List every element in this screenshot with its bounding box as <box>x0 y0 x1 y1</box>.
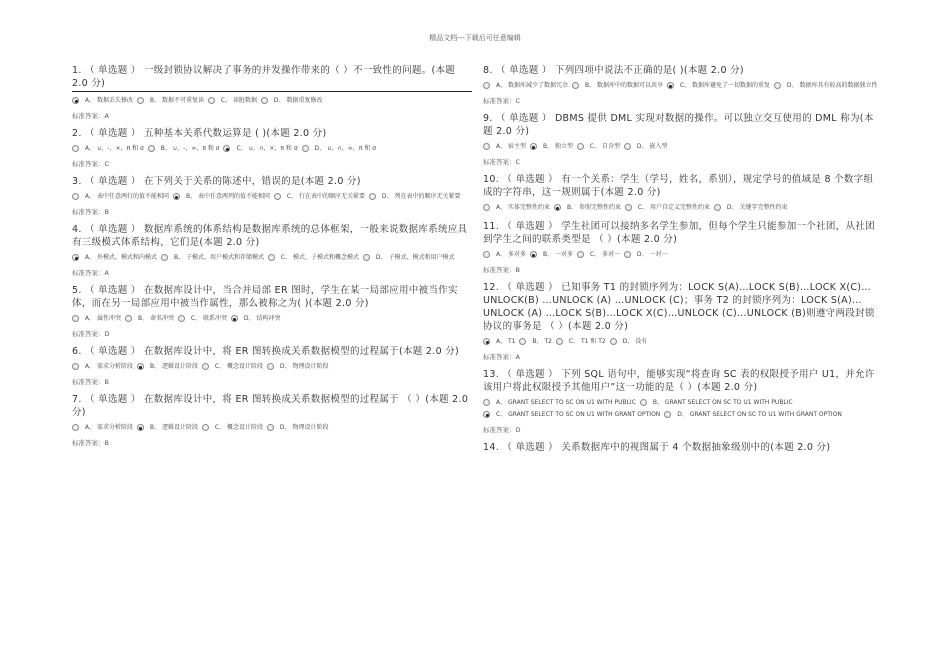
option-item[interactable] <box>483 409 660 421</box>
option-label: B、 GRANT SELECT ON SC TO U1 WITH PUBLIC <box>652 399 793 406</box>
option-item[interactable] <box>72 191 169 203</box>
option-item[interactable] <box>161 252 264 264</box>
radio-button-icon[interactable] <box>640 399 647 406</box>
question-item <box>483 173 883 214</box>
option-label: C、 数据库避免了一切数据的重复 <box>679 82 770 89</box>
option-label: A、 GRANT SELECT TO SC ON U1 WITH PUBLIC <box>496 399 636 406</box>
question-title: 8. （ 单选题 ） 下列四项中说法不正确的是( )(本题 2.0 分) <box>483 65 744 76</box>
radio-button-icon[interactable] <box>148 145 155 152</box>
option-item[interactable] <box>223 143 297 155</box>
option-label: B、 数据不可重复读 <box>149 97 204 104</box>
option-label: B、 表中任意两列的值不能相同 <box>185 193 270 200</box>
question-title: 4. （ 单选题 ） 数据库系统的体系结构是数据库系统的总体框架，一般来说数据库系统应具有三级模式体系结构，它们是(本题 2.0 分) <box>72 224 468 248</box>
option-label: D、 数据重复修改 <box>273 97 323 104</box>
option-item[interactable] <box>137 361 198 373</box>
option-item[interactable] <box>72 361 133 373</box>
option-item[interactable] <box>554 202 621 214</box>
standard-answer: 标准答案：A <box>483 353 520 361</box>
standard-answer: 标准答案：A <box>72 112 109 120</box>
question-item <box>72 223 472 278</box>
radio-button-icon[interactable] <box>483 204 490 211</box>
option-label: B、 子模式、用户模式和存储模式 <box>173 254 264 261</box>
radio-button-icon[interactable] <box>664 411 671 418</box>
radio-button-icon[interactable] <box>483 399 490 406</box>
standard-answer: 标准答案：C <box>483 158 521 166</box>
radio-button-icon[interactable] <box>577 143 584 150</box>
radio-button-icon[interactable] <box>231 315 238 322</box>
question-title: 3. （ 单选题 ） 在下列关于关系的陈述中，错误的是(本题 2.0 分) <box>72 176 361 187</box>
option-item[interactable] <box>483 397 636 409</box>
option-item[interactable] <box>137 95 204 107</box>
divider <box>72 91 472 92</box>
option-item[interactable] <box>483 336 516 348</box>
option-label: C、 模式、子模式和概念模式 <box>280 254 359 261</box>
question-title: 5. （ 单选题 ） 在数据库设计中，当合并局部 ER 图时，学生在某一局部应用中被当作实体，而在另一局部应用中被当作属性，那么被称之为( )(本题 2.0 分) <box>72 285 458 309</box>
radio-button-icon[interactable] <box>363 254 370 261</box>
radio-button-icon[interactable] <box>625 204 632 211</box>
radio-button-icon[interactable] <box>274 193 281 200</box>
radio-button-icon[interactable] <box>369 193 376 200</box>
option-item[interactable] <box>268 252 359 264</box>
radio-button-icon[interactable] <box>137 424 144 431</box>
radio-button-icon[interactable] <box>667 82 674 89</box>
option-label: A、 需求分析阶段 <box>85 424 134 431</box>
left-column <box>72 64 472 454</box>
option-list <box>72 143 472 155</box>
radio-button-icon[interactable] <box>610 338 617 345</box>
option-list <box>72 313 472 325</box>
option-label: A、 实体完整性约束 <box>496 204 551 211</box>
option-label: B、 T2 <box>532 338 552 345</box>
standard-answer: 标准答案：B <box>483 266 520 274</box>
radio-button-icon[interactable] <box>774 82 781 89</box>
question-title: 13. （ 单选题 ） 下列 SQL 语句中，能够实现“将查询 SC 表的权限授予用户 U1，并允许该用户将此权限授予其他用户”这一功能的是（ ）(本题 2.0 分) <box>483 369 875 393</box>
question-item <box>483 441 883 454</box>
option-label: A、 属性冲突 <box>85 315 122 322</box>
question-item <box>483 281 883 362</box>
option-item[interactable] <box>556 336 606 348</box>
option-item[interactable] <box>664 409 842 421</box>
radio-button-icon[interactable] <box>223 145 230 152</box>
option-label: D、 列在表中的顺序无关紧要 <box>381 193 461 200</box>
radio-button-icon[interactable] <box>125 315 132 322</box>
radio-button-icon[interactable] <box>261 97 268 104</box>
option-item[interactable] <box>774 80 878 92</box>
right-column <box>483 64 883 460</box>
option-label: D、 数据库具有较高的数据独立性 <box>786 82 878 89</box>
question-title: 7. （ 单选题 ） 在数据库设计中，将 ER 图转换成关系数据模型的过程属于 （ ）(本题 2.0 分) <box>72 394 469 418</box>
option-item[interactable] <box>72 252 157 264</box>
option-label: D、 没有 <box>622 338 648 345</box>
option-label: D、 物理设计阶段 <box>279 363 329 370</box>
standard-answer: 标准答案：B <box>72 439 109 447</box>
question-title: 12. （ 单选题 ） 已知事务 T1 的封锁序列为：LOCK S(A)…LOCK S(B)…LOCK X(C)…UNLOCK(B) …UNLOCK (A) …UNLOCK (C)；事务 T2 的封锁序列为：LOCK S(A)…UNLOCK (A) …LOCK S(B)…LOCK X(C)…UNLOCK (C)…UNLOCK (B)则遵守两段封锁协议的事务是 （ ）(本题 2.0 分) <box>483 282 875 332</box>
question-item <box>72 175 472 217</box>
option-label: D、 嵌入型 <box>636 143 668 150</box>
radio-button-icon[interactable] <box>577 251 584 258</box>
option-item[interactable] <box>483 141 526 153</box>
radio-button-icon[interactable] <box>530 251 537 258</box>
radio-button-icon[interactable] <box>624 143 631 150</box>
option-list <box>483 202 883 214</box>
option-label: C、 ∪，∩，×，π 和 σ <box>236 145 298 152</box>
option-item[interactable] <box>577 249 620 261</box>
option-list <box>72 191 472 203</box>
option-label: C、 T1 和 T2 <box>568 338 606 345</box>
radio-button-icon[interactable] <box>483 143 490 150</box>
option-item[interactable] <box>530 141 573 153</box>
question-item <box>483 112 883 167</box>
radio-button-icon[interactable] <box>519 338 526 345</box>
option-item[interactable] <box>72 143 144 155</box>
option-item[interactable] <box>572 80 663 92</box>
question-item <box>483 220 883 275</box>
radio-button-icon[interactable] <box>483 338 490 345</box>
option-list <box>72 252 472 264</box>
option-label: C、 概念设计阶段 <box>214 424 263 431</box>
option-item[interactable] <box>148 143 220 155</box>
option-item[interactable] <box>137 422 198 434</box>
radio-button-icon[interactable] <box>72 97 79 104</box>
option-list <box>483 80 883 92</box>
option-item[interactable] <box>483 249 526 261</box>
option-item[interactable] <box>302 143 377 155</box>
radio-button-icon[interactable] <box>268 254 275 261</box>
option-label: A、 需求分析阶段 <box>85 363 134 370</box>
radio-button-icon[interactable] <box>202 424 209 431</box>
radio-button-icon[interactable] <box>72 254 79 261</box>
option-item[interactable] <box>267 361 329 373</box>
option-label: A、 外模式、模式和内模式 <box>85 254 158 261</box>
option-label: A、 数据库减少了数据冗余 <box>496 82 569 89</box>
option-label: B、 ∪，-，∞，π 和 σ <box>160 145 220 152</box>
option-label: C、 概念设计阶段 <box>214 363 263 370</box>
radio-button-icon[interactable] <box>483 82 490 89</box>
option-item[interactable] <box>577 141 620 153</box>
question-item <box>72 284 472 339</box>
option-list <box>483 249 883 261</box>
option-label: A、 多对多 <box>496 251 527 258</box>
radio-button-icon[interactable] <box>137 97 144 104</box>
option-item[interactable] <box>178 313 227 325</box>
option-item[interactable] <box>267 422 329 434</box>
option-item[interactable] <box>202 361 263 373</box>
radio-button-icon[interactable] <box>302 145 309 152</box>
standard-answer: 标准答案：D <box>483 426 521 434</box>
radio-button-icon[interactable] <box>208 97 215 104</box>
option-item[interactable] <box>667 80 770 92</box>
option-label: A、 数据丢失修改 <box>85 97 134 104</box>
option-list <box>72 95 472 107</box>
option-item[interactable] <box>202 422 263 434</box>
question-item <box>483 64 883 106</box>
option-item[interactable] <box>173 191 270 203</box>
radio-button-icon[interactable] <box>72 363 79 370</box>
radio-button-icon[interactable] <box>267 363 274 370</box>
option-item[interactable] <box>519 336 552 348</box>
option-list <box>483 336 883 348</box>
option-label: C、 自含型 <box>589 143 620 150</box>
option-label: D、 ∪，∩，∞，π 和 σ <box>314 145 377 152</box>
option-label: D、 子模式、模式和用户模式 <box>375 254 455 261</box>
option-label: C、 GRANT SELECT TO SC ON U1 WITH GRANT OPTION <box>496 411 661 418</box>
option-item[interactable] <box>369 191 461 203</box>
option-item[interactable] <box>624 249 668 261</box>
option-label: B、 逻辑设计阶段 <box>149 363 198 370</box>
option-list <box>483 397 883 421</box>
radio-button-icon[interactable] <box>714 204 721 211</box>
question-title: 6. （ 单选题 ） 在数据库设计中，将 ER 图转换成关系数据模型的过程属于(本题 2.0 分) <box>72 346 460 357</box>
radio-button-icon[interactable] <box>624 251 631 258</box>
option-item[interactable] <box>274 191 365 203</box>
option-label: B、 命名冲突 <box>137 315 174 322</box>
radio-button-icon[interactable] <box>137 363 144 370</box>
option-label: B、 逻辑设计阶段 <box>149 424 198 431</box>
option-item[interactable] <box>483 80 568 92</box>
question-title: 11. （ 单选题 ） 学生社团可以接纳多名学生参加，但每个学生只能参加一个社团，从社团到学生之间的联系类型是 （ ）(本题 2.0 分) <box>483 221 875 245</box>
standard-answer: 标准答案：B <box>72 378 109 386</box>
option-item[interactable] <box>640 397 793 409</box>
radio-button-icon[interactable] <box>72 315 79 322</box>
standard-answer: 标准答案：D <box>72 330 110 338</box>
question-title: 14. （ 单选题 ） 关系数据库中的视图属于 4 个数据抽象级别中的(本题 2.0 分) <box>483 442 831 453</box>
radio-button-icon[interactable] <box>72 145 79 152</box>
radio-button-icon[interactable] <box>554 204 561 211</box>
option-label: A、 表中任意两行的值不能相同 <box>85 193 170 200</box>
radio-button-icon[interactable] <box>173 193 180 200</box>
radio-button-icon[interactable] <box>530 143 537 150</box>
option-item[interactable] <box>261 95 323 107</box>
option-list <box>483 141 883 153</box>
question-title: 10. （ 单选题 ） 有一个关系：学生（学号，姓名，系别），规定学号的值域是 8 个数字组成的字符串，这一规则属于(本题 2.0 分) <box>483 174 874 198</box>
option-item[interactable] <box>208 95 257 107</box>
question-item <box>72 127 472 169</box>
standard-answer: 标准答案：B <box>72 208 109 216</box>
option-item[interactable] <box>610 336 648 348</box>
option-label: D、 GRANT SELECT ON SC TO U1 WITH GRANT OPTION <box>677 411 842 418</box>
option-label: C、 多对一 <box>589 251 620 258</box>
option-label: C、 联系冲突 <box>190 315 227 322</box>
radio-button-icon[interactable] <box>178 315 185 322</box>
option-item[interactable] <box>363 252 455 264</box>
option-item[interactable] <box>714 202 788 214</box>
option-label: C、 行在表中的顺序无关紧要 <box>286 193 365 200</box>
option-item[interactable] <box>125 313 174 325</box>
radio-button-icon[interactable] <box>202 363 209 370</box>
option-item[interactable] <box>624 141 668 153</box>
radio-button-icon[interactable] <box>483 251 490 258</box>
radio-button-icon[interactable] <box>267 424 274 431</box>
standard-answer: 标准答案：C <box>72 160 110 168</box>
question-title: 9. （ 单选题 ） DBMS 提供 DML 实现对数据的操作。可以独立交互使用的 DML 称为(本题 2.0 分) <box>483 113 874 137</box>
option-label: D、 关键字完整性约束 <box>726 204 788 211</box>
option-item[interactable] <box>72 422 133 434</box>
page-header: 精品文档---下载后可任意编辑 <box>429 34 521 42</box>
radio-button-icon[interactable] <box>72 193 79 200</box>
option-item[interactable] <box>72 95 133 107</box>
option-item[interactable] <box>231 313 281 325</box>
radio-button-icon[interactable] <box>572 82 579 89</box>
question-item <box>72 345 472 387</box>
option-item[interactable] <box>72 313 121 325</box>
question-title: 1. （ 单选题 ） 一级封锁协议解决了事务的并发操作带来的（ ）不一致性的问题。(本题 2.0 分) <box>72 65 456 89</box>
question-title: 2. （ 单选题 ） 五种基本关系代数运算是 ( )(本题 2.0 分) <box>72 128 327 139</box>
option-label: D、 物理设计阶段 <box>279 424 329 431</box>
option-label: C、 读脏数据 <box>220 97 257 104</box>
question-item <box>72 64 472 121</box>
option-label: B、 一对多 <box>542 251 573 258</box>
radio-button-icon[interactable] <box>161 254 168 261</box>
option-list <box>72 422 472 434</box>
radio-button-icon[interactable] <box>72 424 79 431</box>
option-label: B、 参照完整性约束 <box>566 204 621 211</box>
option-label: A、 宿主型 <box>496 143 527 150</box>
option-item[interactable] <box>530 249 573 261</box>
radio-button-icon[interactable] <box>483 411 490 418</box>
question-item <box>72 393 472 448</box>
option-label: A、 ∪，-，×，π 和 σ <box>85 145 144 152</box>
radio-button-icon[interactable] <box>556 338 563 345</box>
option-label: B、 数据库中的数据可以共享 <box>584 82 663 89</box>
question-item <box>483 368 883 435</box>
option-list <box>72 361 472 373</box>
option-label: D、 结构冲突 <box>243 315 281 322</box>
option-label: D、 一对一 <box>636 251 668 258</box>
option-label: A、 T1 <box>496 338 516 345</box>
option-item[interactable] <box>625 202 710 214</box>
option-label: B、 独立型 <box>542 143 573 150</box>
standard-answer: 标准答案：C <box>483 97 521 105</box>
standard-answer: 标准答案：A <box>72 269 109 277</box>
option-label: C、 用户自定义完整性约束 <box>637 204 710 211</box>
option-item[interactable] <box>483 202 550 214</box>
